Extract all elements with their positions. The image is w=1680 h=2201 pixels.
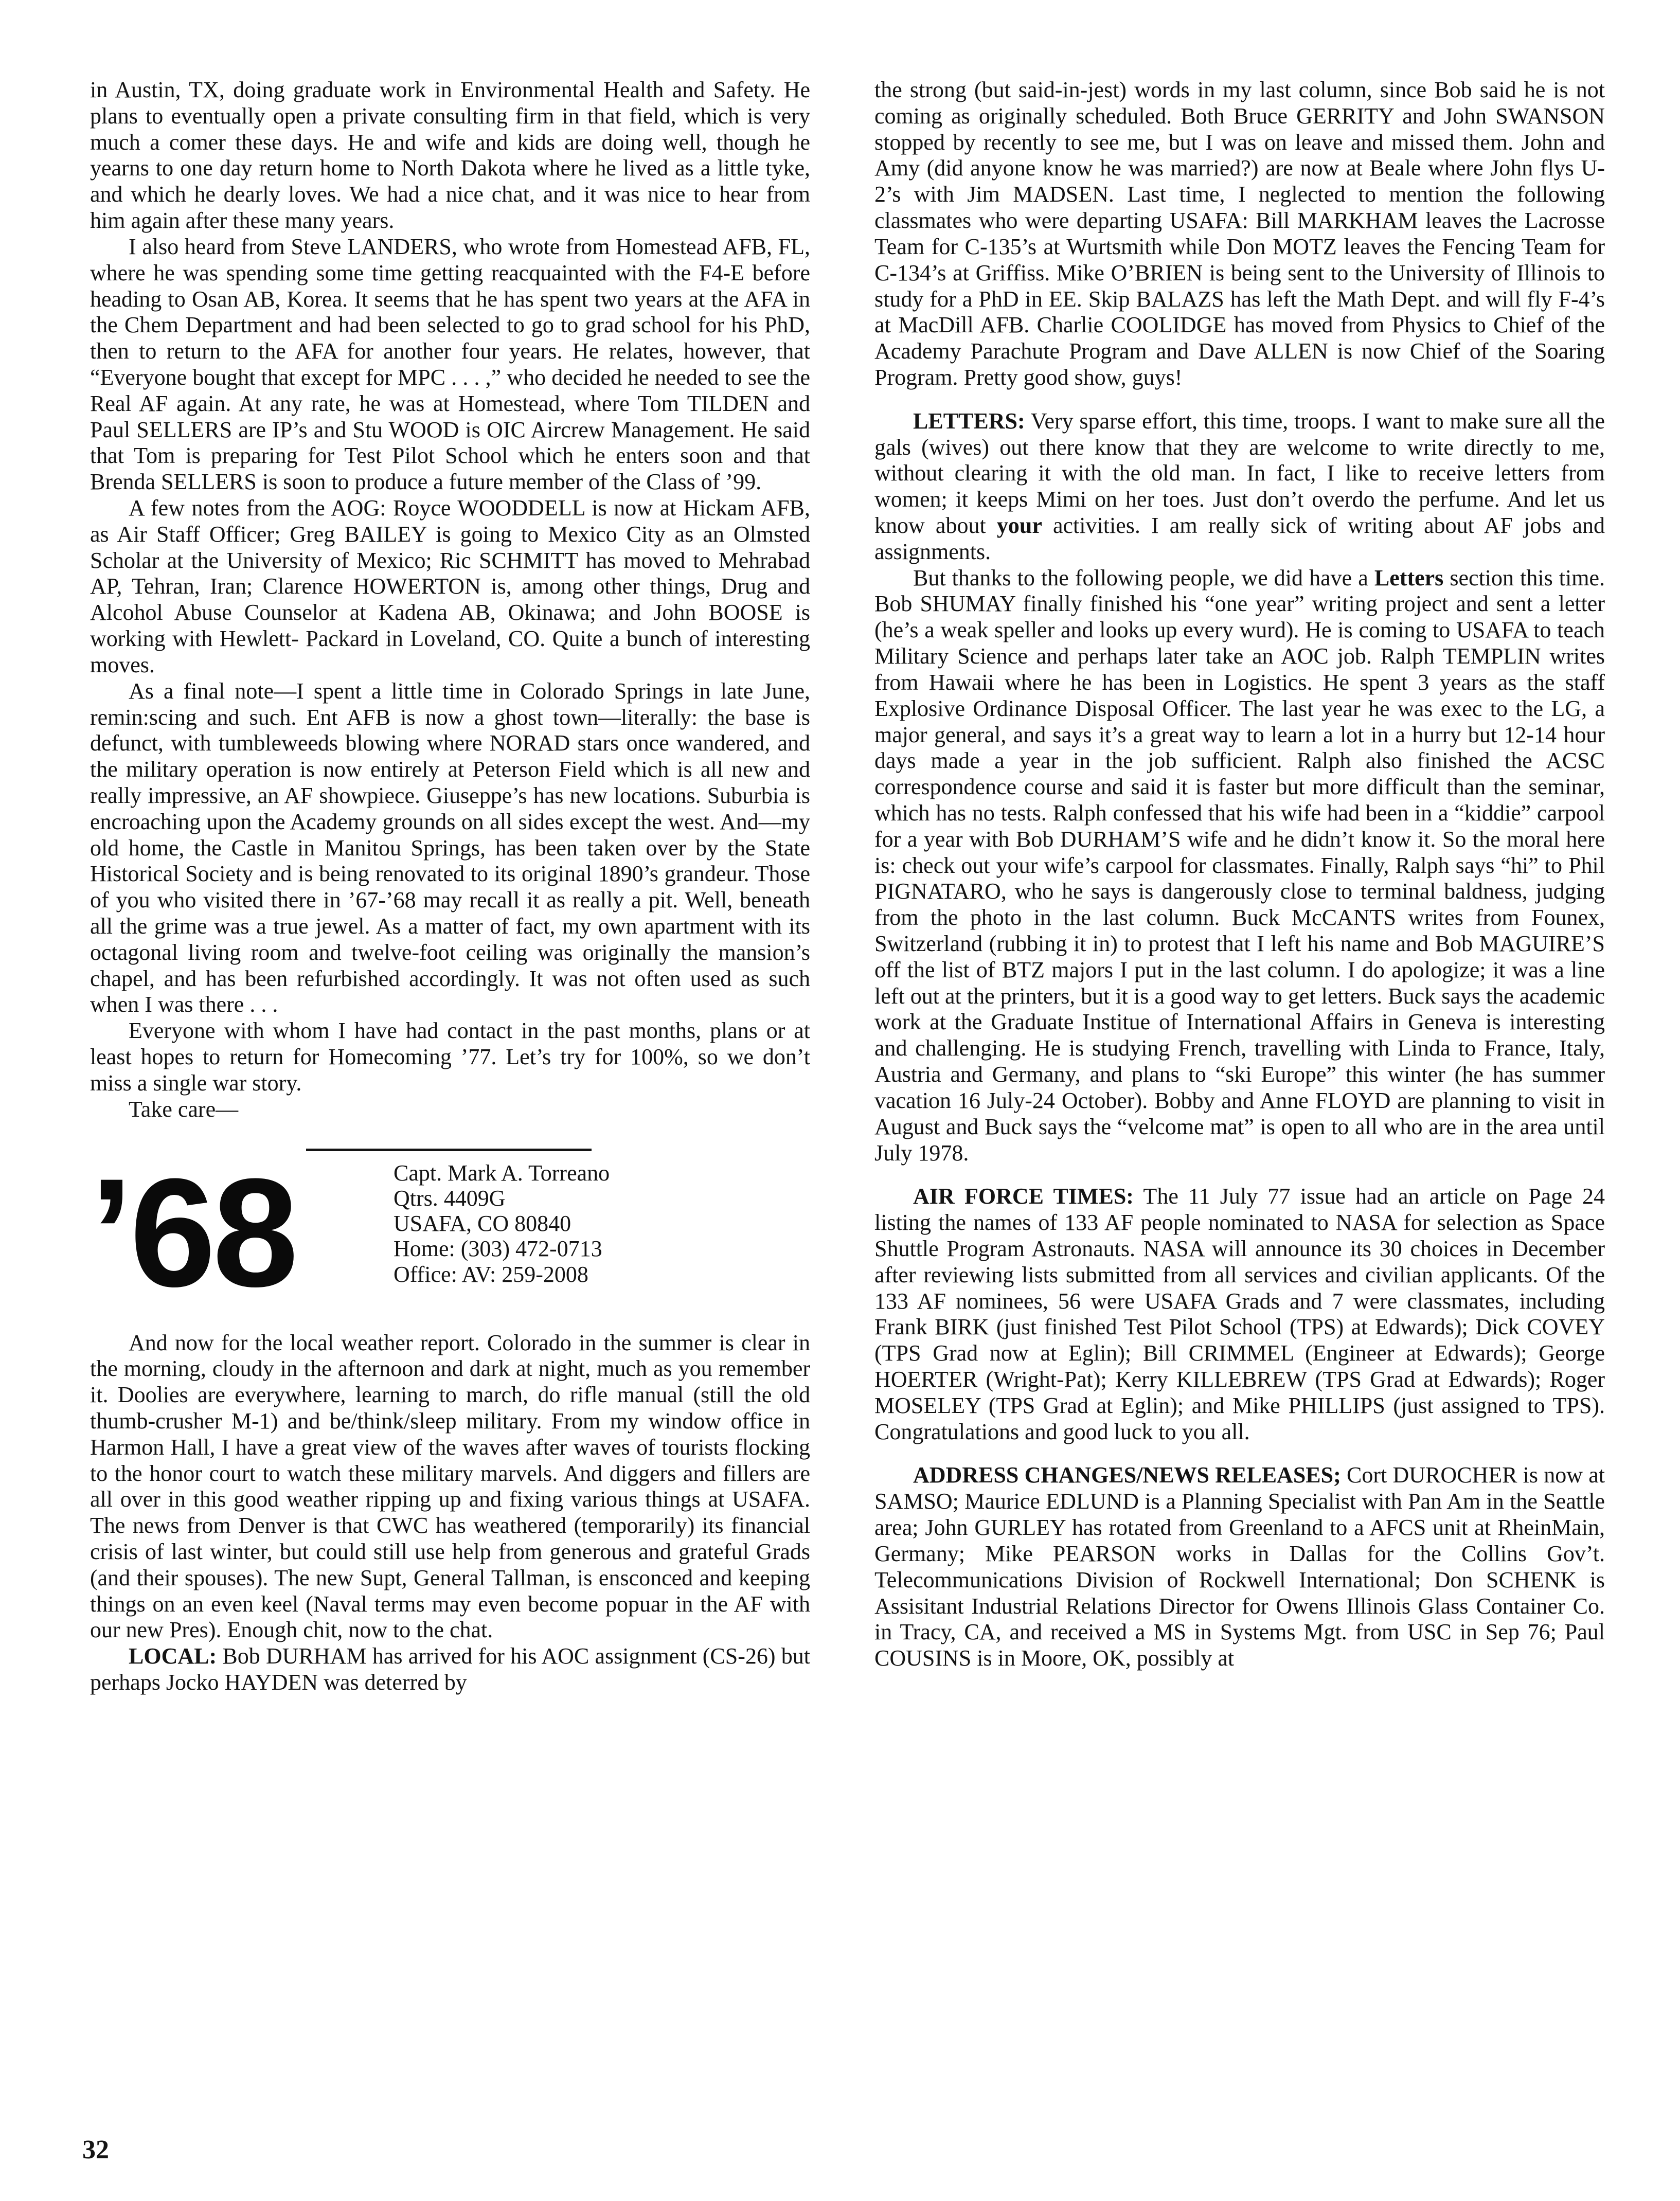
class-header xyxy=(90,1146,810,1330)
paragraph-letters xyxy=(874,408,1605,565)
right-column xyxy=(874,77,1605,1672)
class-secretary-address xyxy=(394,1160,610,1287)
address-line: Capt. Mark A. Torreano xyxy=(394,1160,610,1186)
paragraph-air-force-times xyxy=(874,1184,1605,1445)
letters-text-a: Very sparse effort, this time, troops. I want to make sure all the gals (wives) out there know that they are welcome to write directly to me, without clearing it with the old man. In fact, I like to receive letters from women; it keeps Mimi on her toes. Just don’t overdo the perfume. And let us know about xyxy=(874,408,1605,538)
heading-air-force-times: AIR FORCE TIMES: xyxy=(913,1184,1134,1209)
heading-local: LOCAL: xyxy=(129,1643,217,1669)
class-year: ’68 xyxy=(90,1146,296,1319)
paragraph-local xyxy=(90,1643,810,1696)
thanks-text-b: section this time. Bob SHUMAY finally finished his “one year” writing project and sent a letter (he’s a weak speller and looks up every wurd). He is coming to USAFA to teach Military Science and perhaps later take an AOC job. Ralph TEMPLIN writes from Hawaii where he has been in Logistics. He spent 3 years as the staff Explosive Ordinance Disposal Officer. The last year he was exec to the LG, a major general, and says it’s a great way to learn a lot in a hurry but 12-14 hour days made a year in the job sufficient. Ralph also finished the ACSC correspondence course and said it is faster but more difficult than the seminar, which has no tests. Ralph confessed that his wife had been in a “kiddie” carpool for a year with Bob DURHAM’S wife and he didn’t know it. So the moral here is: check out your wife’s carpool for classmates. Finally, Ralph says “hi” to Phil PIGNATARO, who he says is dangerously close to terminal baldness, judging from the photo in the last column. Buck McCANTS writes from Founex, Switzerland (rubbing it in) to protest that I left his name and Bob MAGUIRE’S off the list of BTZ majors I put in the last column. I do apologize; it was a line left out at the printers, but it is a good way to get letters. Buck says the academic work at the Graduate Institue of International Affairs in Geneva is interesting and challenging. He is studying French, travelling with Linda to France, Italy, Austria and Germany, and plans to “ski Europe” this winter (he has summer vacation 16 July-24 October). Bobby and Anne FLOYD are planning to visit in August and Buck says the “velcome mat” is open to all who are in the area until July 1978. xyxy=(874,565,1605,1166)
paragraph-aog-notes: A few notes from the AOG: Royce WOODDELL is now at Hickam AFB, as Air Staff Officer; Greg BAILEY is going to Mexico City as an Olmsted Scholar at the University of Mexico; Ric SCHMITT has moved to Mehrabad AP, Tehran, Iran; Clarence HOWERTON is, among other things, Drug and Alcohol Abuse Counselor at Kadena AB, Okinawa; and John BOOSE is working with Hewlett- Packard in Loveland, CO. Quite a bunch of interesting moves. xyxy=(90,495,810,677)
thanks-text-a: But thanks to the following people, we did have a xyxy=(913,565,1374,590)
paragraph-weather: And now for the local weather report. Colorado in the summer is clear in the morning, cloudy in the afternoon and dark at night, much as you remember it. Doolies are everywhere, learning to march, do rifle manual (still the old thumb-crusher M-1) and be/think/sleep military. From my window office in Harmon Hall, I have a great view of the waves after waves of tourists flocking to the honor court to watch these military marvels. And diggers and fillers are all over in this good weather ripping up and fixing various things at USAFA. The news from Denver is that CWC has weathered (temporarily) its financial crisis of last winter, but could still use help from generous and grateful Grads (and their spouses). The new Supt, General Tallman, is ensconced and keeping things on an even keel (Naval terms may even become popuar in the AF with our new Pres). Enough chit, now to the chat. xyxy=(90,1330,810,1643)
paragraph-homecoming: Everyone with whom I have had contact in the past months, plans or at least hopes to return for Homecoming ’77. Let’s try for 100%, so we don’t miss a single war story. xyxy=(90,1018,810,1096)
heading-address-changes: ADDRESS CHANGES/NEWS RELEASES; xyxy=(913,1462,1341,1488)
heading-letters: LETTERS: xyxy=(913,408,1025,434)
section-divider xyxy=(306,1149,592,1151)
address-changes-text: Cort DUROCHER is now at SAMSO; Maurice EDLUND is a Planning Specialist with Pan Am in the Seattle area; John GURLEY has rotated from Greenland to a AFCS unit at RheinMain, Germany; Mike PEARSON works in Dallas for the Collins Gov’t. Telecommunications Division of Rockwell International; Don SCHENK is Assisitant Industrial Relations Director for Owens Illinois Glass Container Co. in Tracy, CA, and received a MS in Systems Mgt. from USC in Sep 76; Paul COUSINS is in Moore, OK, possibly at xyxy=(874,1462,1605,1671)
air-force-times-text: The 11 July 77 issue had an article on Page 24 listing the names of 133 AF people nominated to NASA for selection as Space Shuttle Program Astronauts. NASA will announce its 30 choices in December after reviewing lists submitted from all services and civilian applicants. Of the 133 AF nominees, 56 were USAFA Grads and 7 were classmates, including Frank BIRK (just finished Test Pilot School (TPS) at Edwards); Dick COVEY (TPS Grad now at Eglin); Bill CRIMMEL (Engineer at Edwards); George HOERTER (Wright-Pat); Kerry KILLEBREW (TPS Grad at Edwards); Roger MOSELEY (TPS Grad at Eglin); and Mike PHILLIPS (just assigned to TPS). Congratulations and good luck to you all. xyxy=(874,1184,1605,1444)
address-line: Office: AV: 259-2008 xyxy=(394,1261,588,1287)
paragraph-take-care: Take care— xyxy=(129,1096,239,1122)
address-line: USAFA, CO 80840 xyxy=(394,1211,571,1237)
paragraph-thanks xyxy=(874,565,1605,1167)
thanks-emphasis: Letters xyxy=(1374,565,1444,590)
page-number: 32 xyxy=(82,2135,109,2164)
local-text: Bob DURHAM has arrived for his AOC assignment (CS-26) but perhaps Jocko HAYDEN was deterred by xyxy=(90,1643,810,1695)
paragraph-intro: the strong (but said-in-jest) words in my last column, since Bob said he is not coming as originally scheduled. Both Bruce GERRITY and John SWANSON stopped by recently to see me, but I was on leave and missed them. John and Amy (did anyone know he was married?) are now at Beale where John flys U-2’s with Jim MADSEN. Last time, I neglected to mention the following classmates who were departing USAFA: Bill MARKHAM leaves the Lacrosse Team for C-135’s at Wurtsmith while Don MOTZ leaves the Fencing Team for C-134’s at Griffiss. Mike O’BRIEN is being sent to the University of Illinois to study for a PhD in EE. Skip BALAZS has left the Math Dept. and will fly F-4’s at MacDill AFB. Charlie COOLIDGE has moved from Physics to Chief of the Academy Parachute Program and Dave ALLEN is now Chief of the Soaring Program. Pretty good show, guys! xyxy=(874,77,1605,390)
letters-emphasis: your xyxy=(996,513,1042,538)
left-column xyxy=(90,77,810,1696)
address-line: Qtrs. 4409G xyxy=(394,1185,506,1211)
address-line: Home: (303) 472-0713 xyxy=(394,1236,602,1262)
paragraph-address-changes xyxy=(874,1462,1605,1672)
paragraph-final-note: As a final note—I spent a little time in Colorado Springs in late June, remin:scing and such. Ent AFB is now a ghost town—literally: the base is defunct, with tumbleweeds blowing where NORAD stars once wandered, and the military operation is now entirely at Peterson Field which is all new and really impressive, an AF showpiece. Giuseppe’s has new locations. Suburbia is encroaching upon the Academy grounds on all sides except the west. And—my old home, the Castle in Manitou Springs, has been taken over by the State Historical Society and is being renovated to its original 1890’s grandeur. Those of you who visited there in ’67-’68 may recall it as really a pit. Well, beneath all the grime was a true jewel. As a matter of fact, my own apartment with its octagonal living room and twelve-foot ceiling was originally the mansion’s chapel, and has been refurbished accordingly. It was not often used as such when I was there . . . xyxy=(90,678,810,1017)
paragraph-continued: in Austin, TX, doing graduate work in Environmental Health and Safety. He plans to eventually open a private consulting firm in that field, which is very much a comer these days. He and wife and kids are doing well, though he yearns to one day return home to North Dakota where he lived as a little tyke, and which he dearly loves. We had a nice chat, and it was nice to hear from him again after these many years. xyxy=(90,77,810,234)
paragraph-landers: I also heard from Steve LANDERS, who wrote from Homestead AFB, FL, where he was spending some time getting reacquainted with the F4-E before heading to Osan AB, Korea. It seems that he has spent two years at the AFA in the Chem Department and had been selected to go to grad school for his PhD, then to return to the AFA for another four years. He relates, however, that “Everyone bought that except for MPC . . . ,” who decided he needed to see the Real AF again. At any rate, he was at Homestead, where Tom TILDEN and Paul SELLERS are IP’s and Stu WOOD is OIC Aircrew Management. He said that Tom is preparing for Test Pilot School which he enters soon and that Brenda SELLERS is soon to produce a future member of the Class of ’99. xyxy=(90,234,810,495)
letters-text-b: activities. I am really sick of writing about AF jobs and assignments. xyxy=(874,513,1605,564)
